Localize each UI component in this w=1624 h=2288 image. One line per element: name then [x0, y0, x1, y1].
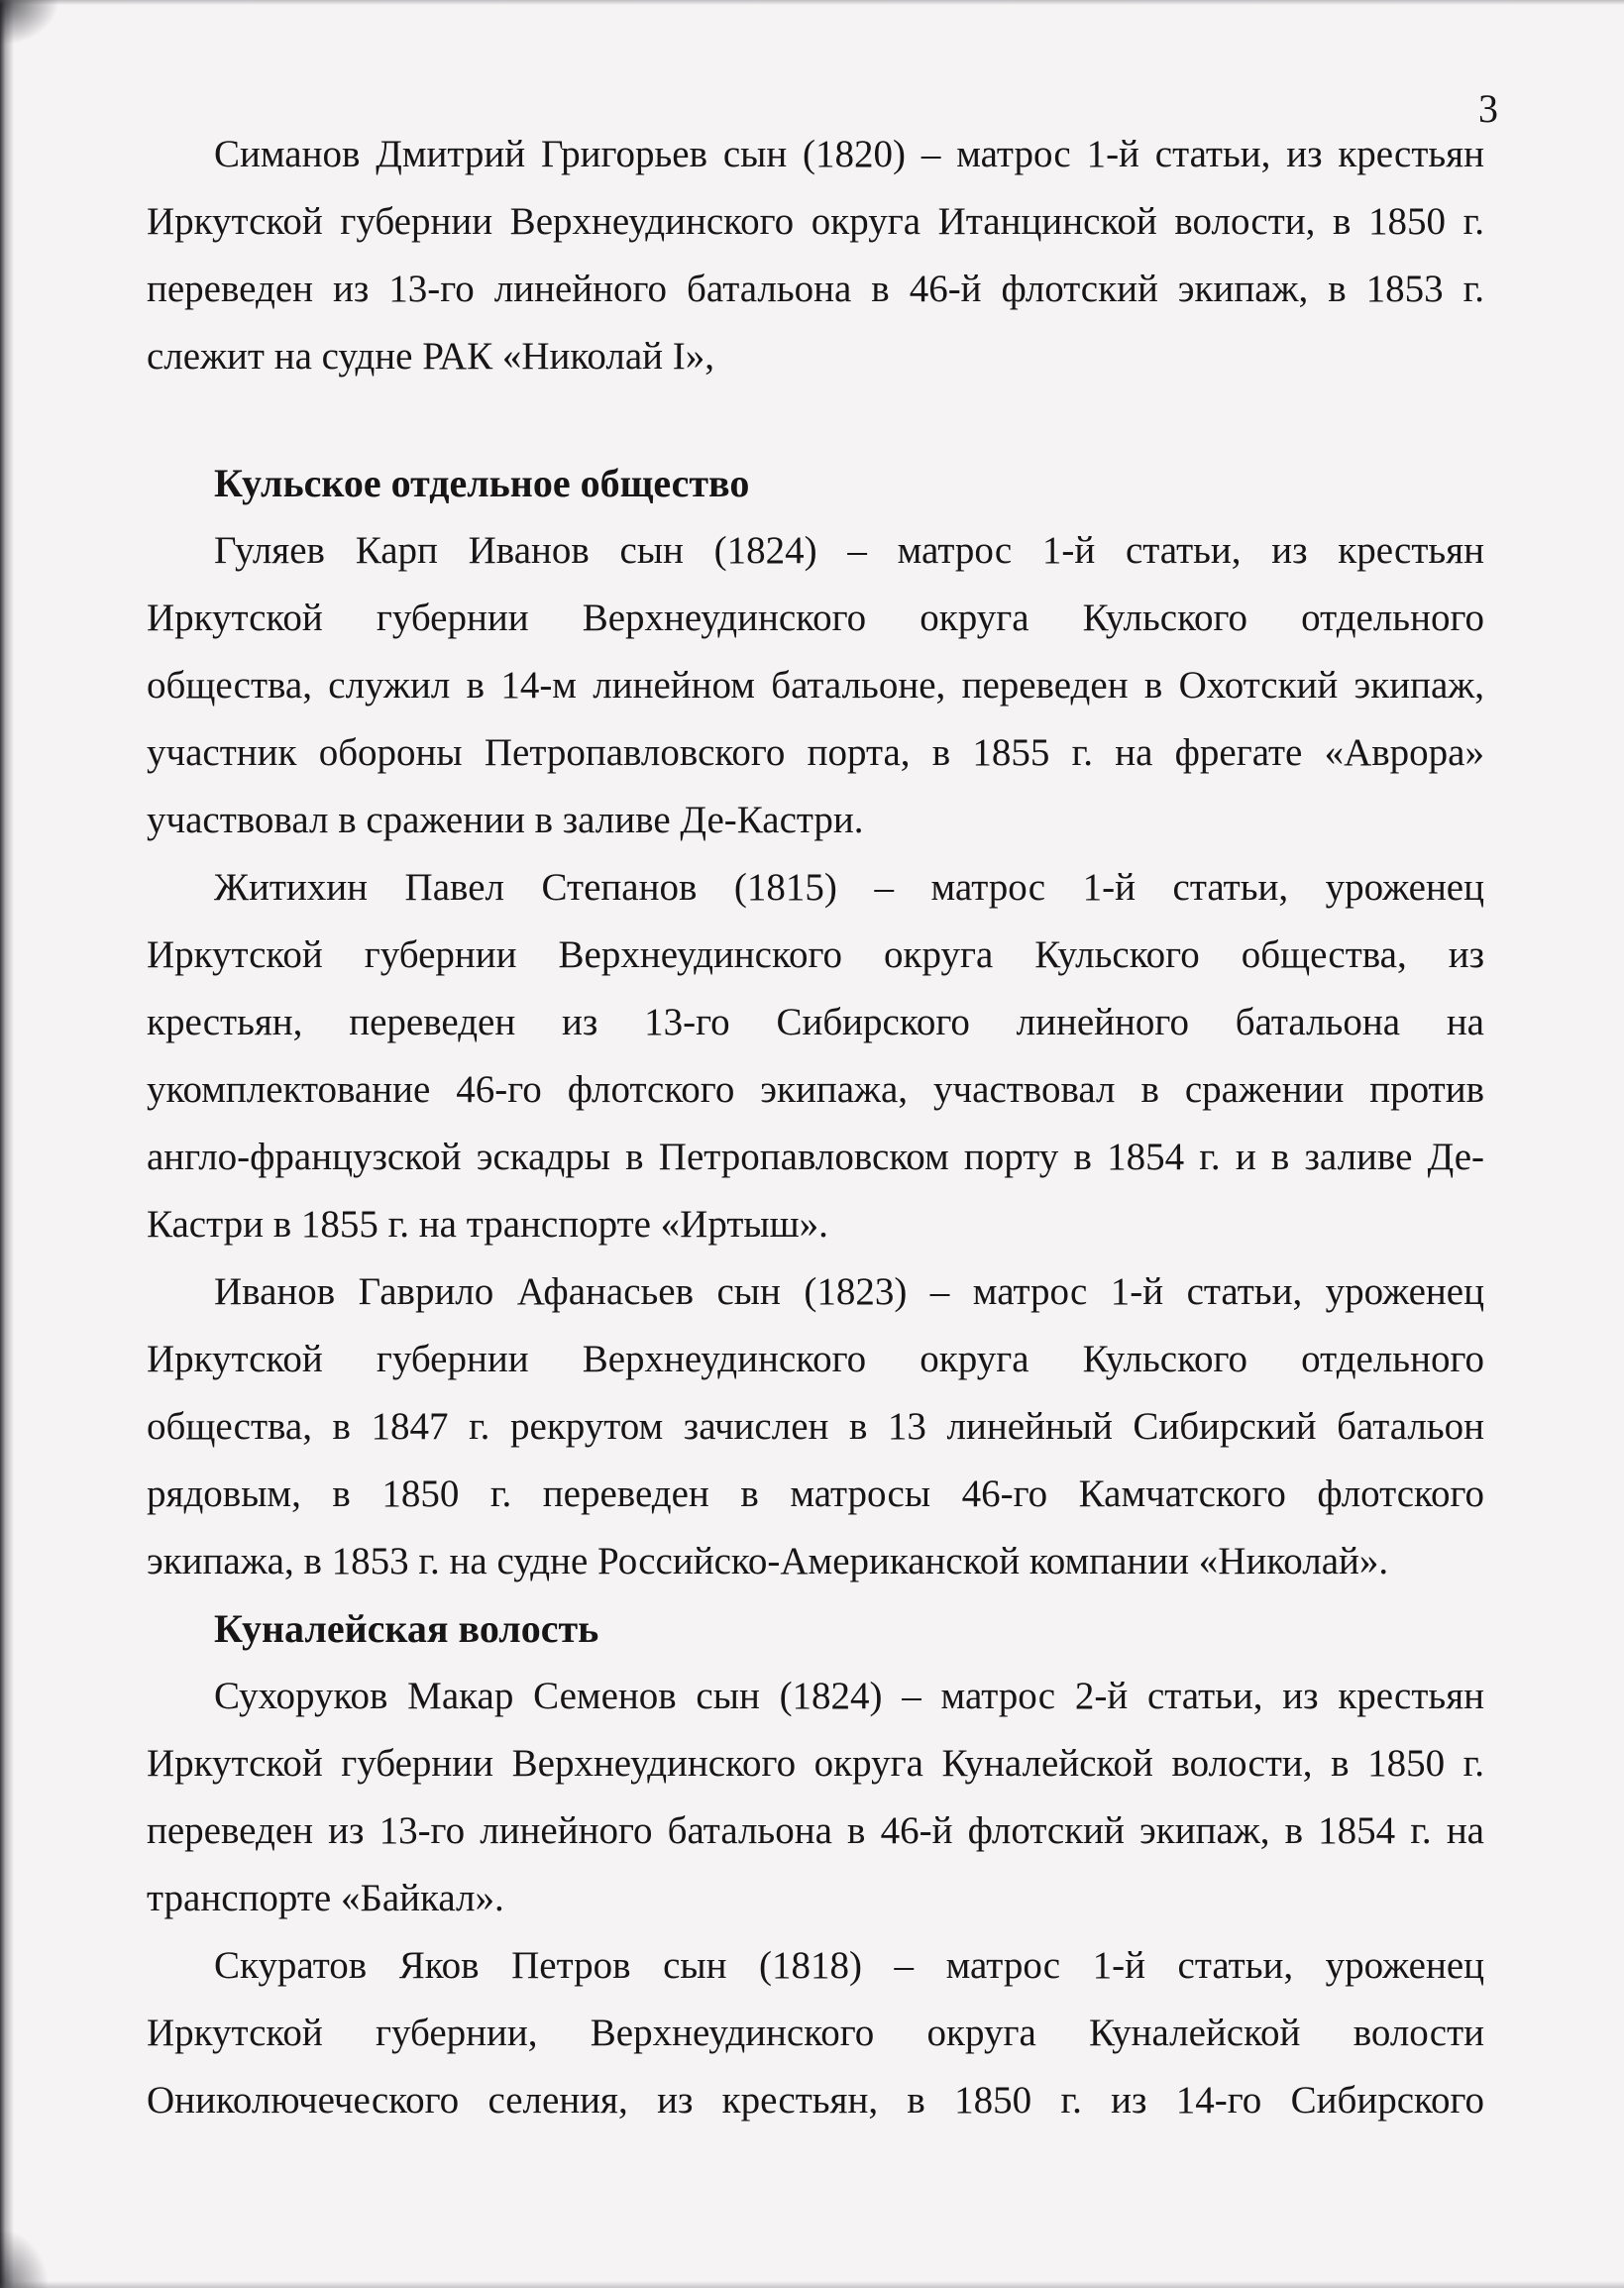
- text-line: Симанов Дмитрий Григорьев сын (1820) – матрос 1-й статьи, из крестьян: [214, 133, 1484, 175]
- text-line: англо-французской эскадры в Петропавловском порту в 1854 г. и в заливе Де-: [147, 1136, 1484, 1178]
- text-line: Сухоруков Макар Семенов сын (1824) – матрос 2-й статьи, из крестьян: [214, 1675, 1484, 1717]
- paragraph-skuratov: [147, 1932, 1484, 2134]
- scan-bottom-edge-shadow: [0, 2281, 1624, 2288]
- heading-kunaleyskaya-volost: Куналейская волость: [214, 1606, 599, 1651]
- paragraph-sukhorukov: [147, 1663, 1484, 1932]
- text-line: общества, служил в 14-м линейном батальоне, переведен в Охотский экипаж,: [147, 664, 1484, 707]
- paragraph-simanov: [147, 121, 1484, 390]
- paragraph-zhitikhin: [147, 854, 1484, 1258]
- text-line: участник обороны Петропавловского порта, в 1855 г. на фрегате «Аврора»: [147, 731, 1484, 774]
- text-line: транспорте «Байкал».: [147, 1877, 504, 1919]
- text-line: Ониколючеческого селения, из крестьян, в 1850 г. из 14-го Сибирского: [147, 2079, 1484, 2122]
- text-line: Иркутской губернии Верхнеудинского округа Кульского отдельного: [147, 597, 1484, 639]
- text-line: общества, в 1847 г. рекрутом зачислен в 13 линейный Сибирский батальон: [147, 1405, 1484, 1448]
- text-line: Иванов Гаврило Афанасьев сын (1823) – матрос 1-й статьи, уроженец: [214, 1270, 1484, 1313]
- text-column: [147, 121, 1484, 2134]
- text-line: переведен из 13-го линейного батальона в 46-й флотский экипаж, в 1854 г. на: [147, 1809, 1484, 1852]
- text-line: укомплектование 46-го флотского экипажа, участвовал в сражении против: [147, 1068, 1484, 1111]
- scan-left-edge-shadow: [0, 0, 14, 2288]
- heading-kulskoe-obshchestvo: Кульское отдельное общество: [214, 461, 750, 505]
- text-line: Кастри в 1855 г. на транспорте «Иртыш».: [147, 1203, 828, 1246]
- text-line: экипажа, в 1853 г. на судне Российско-Американской компании «Николай».: [147, 1540, 1389, 1582]
- text-line: Иркутской губернии Верхнеудинского округа Кульского общества, из: [147, 933, 1484, 976]
- text-line: Скуратов Яков Петров сын (1818) – матрос 1-й статьи, уроженец: [214, 1944, 1484, 1987]
- text-line: переведен из 13-го линейного батальона в 46-й флотский экипаж, в 1853 г.: [147, 268, 1484, 310]
- page-number: 3: [1478, 86, 1498, 131]
- scan-top-edge-shadow: [0, 0, 1624, 5]
- text-line: слежит на судне РАК «Николай I»,: [147, 335, 714, 378]
- scan-top-left-corner-shadow: [0, 0, 59, 46]
- text-line: крестьян, переведен из 13-го Сибирского линейного батальона на: [147, 1001, 1484, 1043]
- text-line: Иркутской губернии, Верхнеудинского округа Куналейской волости: [147, 2012, 1484, 2054]
- text-line: Иркутской губернии Верхнеудинского округа Кульского отдельного: [147, 1338, 1484, 1380]
- text-line: Иркутской губернии Верхнеудинского округа Итанцинской волости, в 1850 г.: [147, 200, 1484, 243]
- text-line: рядовым, в 1850 г. переведен в матросы 46-го Камчатского флотского: [147, 1472, 1484, 1515]
- text-line: Иркутской губернии Верхнеудинского округа Куналейской волости, в 1850 г.: [147, 1742, 1484, 1785]
- text-line: Гуляев Карп Иванов сын (1824) – матрос 1-й статьи, из крестьян: [214, 529, 1484, 572]
- paragraph-ivanov: [147, 1258, 1484, 1595]
- text-line: Житихин Павел Степанов (1815) – матрос 1-й статьи, уроженец: [214, 866, 1484, 909]
- text-line: участвовал в сражении в заливе Де-Кастри.: [147, 799, 864, 841]
- scan-bottom-left-corner-shadow: [0, 2229, 50, 2288]
- paragraph-gulyaev: [147, 517, 1484, 854]
